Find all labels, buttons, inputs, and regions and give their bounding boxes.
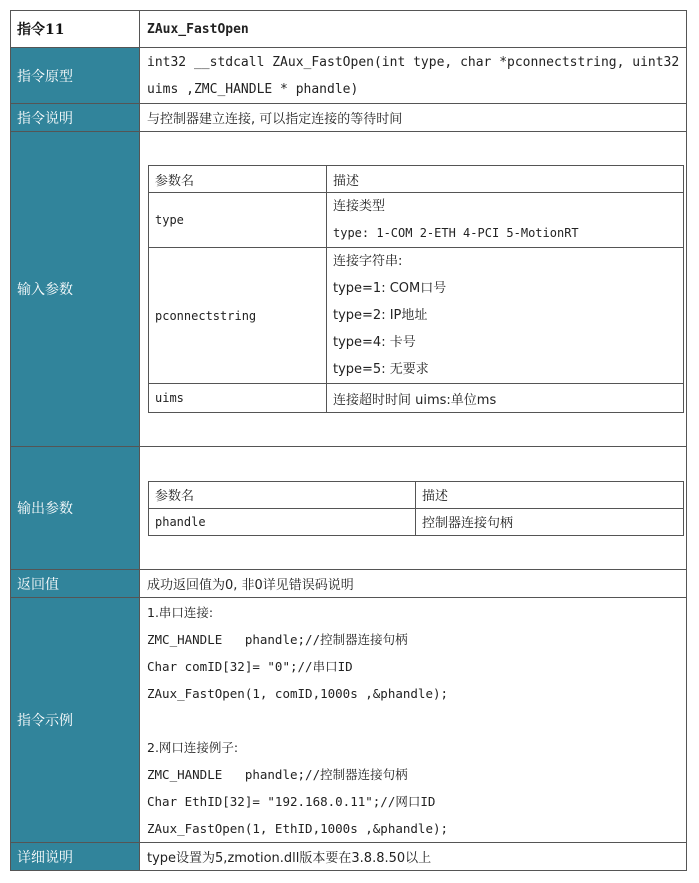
- example-row: [11, 598, 687, 843]
- detail-row: [11, 843, 687, 871]
- prototype-text: int32 __stdcall ZAux_FastOpen(int type, char *pconnectstring, uint32 uims ,ZMC_HANDLE * phandle): [140, 48, 687, 104]
- description-label: 指令说明: [11, 104, 140, 132]
- output-row-phandle: [149, 508, 684, 535]
- example-line: ZMC_HANDLE phandle;//控制器连接句柄: [147, 766, 408, 782]
- input-desc-line: type=4: 卡号: [333, 335, 416, 350]
- api-doc: [10, 10, 687, 871]
- example-line: Char comID[32]= "0";//串口ID: [147, 658, 353, 674]
- input-row-type: [149, 193, 684, 248]
- input-desc-line: 连接超时时间 uims:单位ms: [327, 384, 684, 413]
- prototype-row: [11, 48, 687, 104]
- inputs-header-row: [149, 166, 684, 193]
- inputs-col-name: 参数名: [149, 166, 327, 193]
- input-name: type: [149, 193, 327, 248]
- outputs-row: [11, 447, 687, 570]
- return-label: 返回值: [11, 570, 140, 598]
- doc-table: [10, 10, 687, 871]
- outputs-label: 输出参数: [11, 447, 140, 570]
- input-desc-line: type=2: IP地址: [333, 308, 428, 323]
- input-name: pconnectstring: [149, 248, 327, 384]
- outputs-header-row: [149, 481, 684, 508]
- input-desc-line: type: 1-COM 2-ETH 4-PCI 5-MotionRT: [333, 226, 579, 240]
- detail-label: 详细说明: [11, 843, 140, 871]
- description-text: 与控制器建立连接, 可以指定连接的等待时间: [140, 104, 687, 132]
- inputs-col-desc: 描述: [327, 166, 684, 193]
- example-blank-line: [147, 707, 686, 734]
- example-line: ZMC_HANDLE phandle;//控制器连接句柄: [147, 631, 408, 647]
- input-desc-line: 连接类型: [333, 199, 386, 214]
- output-name: phandle: [149, 508, 416, 535]
- input-name: uims: [149, 384, 327, 413]
- inputs-row: [11, 132, 687, 447]
- input-desc-line: type=1: COM口号: [333, 281, 447, 296]
- input-desc-line: 连接字符串:: [333, 254, 403, 269]
- inputs-table: [148, 165, 684, 413]
- header-row: [11, 11, 687, 48]
- output-desc: 控制器连接句柄: [416, 508, 684, 535]
- inputs-label: 输入参数: [11, 132, 140, 447]
- example-line: ZAux_FastOpen(1, comID,1000s ,&phandle);: [147, 685, 449, 701]
- header-label: 指令11: [11, 11, 140, 48]
- example-line: ZAux_FastOpen(1, EthID,1000s ,&phandle);: [147, 820, 449, 836]
- prototype-label: 指令原型: [11, 48, 140, 104]
- outputs-col-name: 参数名: [149, 481, 416, 508]
- return-row: [11, 570, 687, 598]
- outputs-col-desc: 描述: [416, 481, 684, 508]
- example-label: 指令示例: [11, 598, 140, 843]
- input-row-pconnectstring: [149, 248, 684, 384]
- return-text: 成功返回值为0, 非0详见错误码说明: [140, 570, 687, 598]
- input-row-uims: [149, 384, 684, 413]
- header-function-name: ZAux_FastOpen: [140, 11, 687, 48]
- description-row: [11, 104, 687, 132]
- example-line: 2.网口连接例子:: [147, 739, 239, 755]
- detail-text: type设置为5,zmotion.dll版本要在3.8.8.50以上: [140, 843, 687, 871]
- input-desc-line: type=5: 无要求: [333, 362, 429, 377]
- example-line: Char EthID[32]= "192.168.0.11";//网口ID: [147, 793, 436, 809]
- outputs-table: [148, 481, 684, 536]
- example-line: 1.串口连接:: [147, 604, 214, 620]
